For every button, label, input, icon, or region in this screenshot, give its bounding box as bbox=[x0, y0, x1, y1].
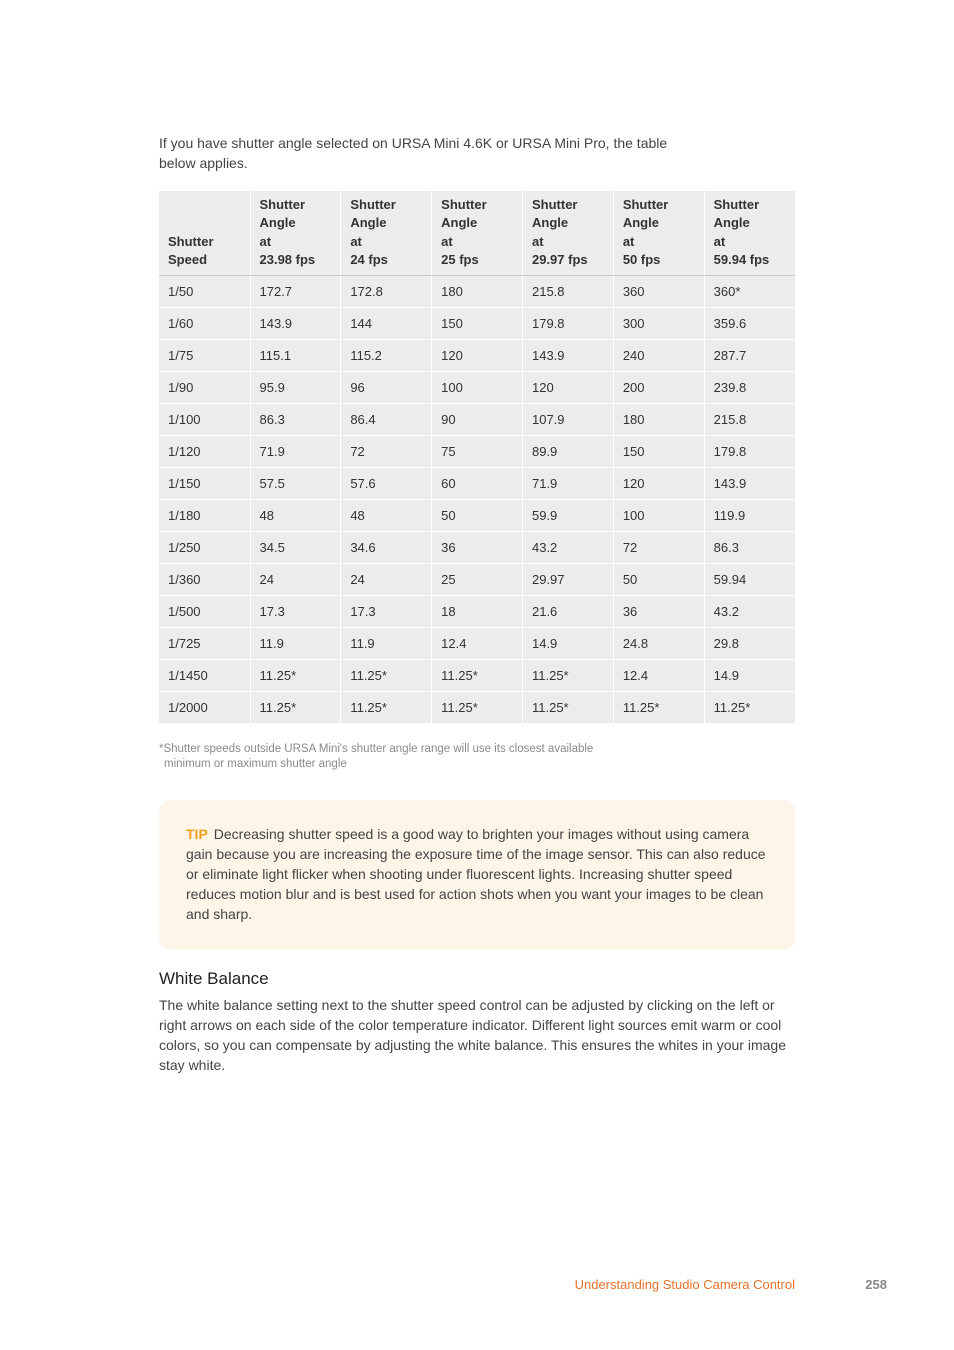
shutter-angle-table bbox=[159, 191, 795, 723]
shutter-speed-cell: 1/180 bbox=[159, 499, 250, 531]
header-line: 50 fps bbox=[622, 252, 661, 267]
shutter-angle-cell: 239.8 bbox=[704, 371, 795, 403]
page-number: 258 bbox=[865, 1277, 887, 1292]
shutter-angle-cell: 57.5 bbox=[250, 467, 341, 499]
shutter-angle-cell: 29.97 bbox=[522, 563, 613, 595]
shutter-angle-cell: 11.25* bbox=[341, 659, 432, 691]
shutter-speed-cell: 1/725 bbox=[159, 627, 250, 659]
shutter-speed-cell: 1/120 bbox=[159, 435, 250, 467]
header-line: Angle bbox=[713, 215, 750, 230]
shutter-angle-cell: 120 bbox=[613, 467, 704, 499]
shutter-angle-cell: 143.9 bbox=[522, 339, 613, 371]
shutter-angle-cell: 11.25* bbox=[432, 691, 523, 723]
shutter-angle-cell: 100 bbox=[613, 499, 704, 531]
shutter-angle-cell: 300 bbox=[613, 307, 704, 339]
footnote-line: *Shutter speeds outside URSA Mini's shutter angle range will use its closest available bbox=[159, 743, 594, 755]
header-line: at bbox=[531, 233, 544, 249]
table-row bbox=[159, 627, 795, 659]
shutter-angle-cell: 72 bbox=[613, 531, 704, 563]
table-row bbox=[159, 563, 795, 595]
shutter-angle-cell: 29.8 bbox=[704, 627, 795, 659]
header-line: Shutter bbox=[713, 196, 760, 212]
header-line: Shutter bbox=[259, 196, 305, 212]
table-row bbox=[159, 659, 795, 691]
header-line: Shutter bbox=[531, 196, 578, 212]
column-header-shutter-angle bbox=[341, 191, 432, 275]
header-line: at bbox=[713, 233, 726, 249]
shutter-speed-cell: 1/250 bbox=[159, 531, 250, 563]
shutter-angle-cell: 11.25* bbox=[250, 659, 341, 691]
shutter-angle-cell: 215.8 bbox=[522, 275, 613, 307]
shutter-angle-cell: 86.4 bbox=[341, 403, 432, 435]
shutter-angle-cell: 14.9 bbox=[704, 659, 795, 691]
column-header-shutter-angle bbox=[704, 191, 795, 275]
shutter-angle-cell: 200 bbox=[613, 371, 704, 403]
shutter-angle-cell: 86.3 bbox=[704, 531, 795, 563]
shutter-speed-cell: 1/90 bbox=[159, 371, 250, 403]
section-title: White Balance bbox=[159, 969, 269, 988]
shutter-angle-cell: 287.7 bbox=[704, 339, 795, 371]
shutter-angle-cell: 86.3 bbox=[250, 403, 341, 435]
shutter-angle-cell: 215.8 bbox=[704, 403, 795, 435]
table-row bbox=[159, 691, 795, 723]
table-footnote bbox=[159, 742, 679, 772]
tip-box bbox=[159, 800, 795, 950]
shutter-angle-cell: 12.4 bbox=[432, 627, 523, 659]
header-line: 59.94 fps bbox=[713, 252, 770, 267]
shutter-angle-cell: 34.5 bbox=[250, 531, 341, 563]
shutter-angle-cell: 43.2 bbox=[704, 595, 795, 627]
shutter-angle-cell: 24.8 bbox=[613, 627, 704, 659]
shutter-angle-cell: 36 bbox=[432, 531, 523, 563]
shutter-angle-cell: 360 bbox=[613, 275, 704, 307]
shutter-speed-cell: 1/75 bbox=[159, 339, 250, 371]
tip-label: TIP bbox=[186, 826, 208, 842]
footer-section-title: Understanding Studio Camera Control bbox=[574, 1277, 795, 1292]
shutter-angle-cell: 43.2 bbox=[522, 531, 613, 563]
shutter-speed-cell: 1/360 bbox=[159, 563, 250, 595]
shutter-speed-cell: 1/50 bbox=[159, 275, 250, 307]
intro-paragraph bbox=[159, 133, 719, 173]
shutter-angle-cell: 115.1 bbox=[250, 339, 341, 371]
shutter-angle-cell: 11.25* bbox=[522, 659, 613, 691]
column-header-shutter-angle bbox=[522, 191, 613, 275]
header-line: at bbox=[622, 233, 635, 249]
shutter-speed-cell: 1/500 bbox=[159, 595, 250, 627]
shutter-angle-cell: 18 bbox=[432, 595, 523, 627]
shutter-angle-cell: 95.9 bbox=[250, 371, 341, 403]
shutter-angle-cell: 96 bbox=[341, 371, 432, 403]
shutter-angle-cell: 34.6 bbox=[341, 531, 432, 563]
shutter-angle-cell: 57.6 bbox=[341, 467, 432, 499]
table-row bbox=[159, 371, 795, 403]
footnote-line: minimum or maximum shutter angle bbox=[164, 758, 347, 770]
shutter-angle-cell: 90 bbox=[432, 403, 523, 435]
shutter-angle-cell: 36 bbox=[613, 595, 704, 627]
table-row bbox=[159, 339, 795, 371]
shutter-speed-cell: 1/2000 bbox=[159, 691, 250, 723]
table-row bbox=[159, 275, 795, 307]
header-line: 23.98 fps bbox=[259, 252, 316, 267]
intro-line: If you have shutter angle selected on URSA Mini 4.6K or URSA Mini Pro, the table bbox=[159, 135, 668, 151]
shutter-angle-cell: 180 bbox=[613, 403, 704, 435]
shutter-angle-cell: 72 bbox=[341, 435, 432, 467]
shutter-angle-cell: 120 bbox=[432, 339, 523, 371]
shutter-angle-cell: 59.9 bbox=[522, 499, 613, 531]
shutter-angle-cell: 60 bbox=[432, 467, 523, 499]
shutter-angle-cell: 24 bbox=[341, 563, 432, 595]
shutter-angle-cell: 150 bbox=[432, 307, 523, 339]
shutter-angle-cell: 50 bbox=[613, 563, 704, 595]
shutter-speed-cell: 1/100 bbox=[159, 403, 250, 435]
shutter-angle-cell: 115.2 bbox=[341, 339, 432, 371]
shutter-angle-cell: 119.9 bbox=[704, 499, 795, 531]
shutter-angle-cell: 144 bbox=[341, 307, 432, 339]
shutter-angle-cell: 11.25* bbox=[704, 691, 795, 723]
header-line: 24 fps bbox=[350, 252, 388, 267]
header-row bbox=[159, 191, 795, 275]
shutter-angle-cell: 11.25* bbox=[341, 691, 432, 723]
table-body bbox=[159, 275, 795, 723]
table-row bbox=[159, 403, 795, 435]
shutter-angle-cell: 75 bbox=[432, 435, 523, 467]
table-row bbox=[159, 531, 795, 563]
header-line: Angle bbox=[259, 215, 296, 230]
shutter-angle-cell: 59.94 bbox=[704, 563, 795, 595]
section-body: The white balance setting next to the shutter speed control can be adjusted by clicking on the left or right arrows on each side of the color temperature indicator. Different light sources emit warm or cool colors, so you can compensate by adjusting the white balance. This ensures the whites in your image stay white. bbox=[159, 997, 786, 1073]
header-line: Shutter bbox=[622, 196, 669, 212]
shutter-angle-cell: 11.25* bbox=[613, 691, 704, 723]
column-header-shutter-angle bbox=[432, 191, 523, 275]
shutter-angle-cell: 180 bbox=[432, 275, 523, 307]
column-header-shutter-angle bbox=[613, 191, 704, 275]
shutter-angle-cell: 359.6 bbox=[704, 307, 795, 339]
header-line: Shutter bbox=[168, 233, 214, 249]
table-row bbox=[159, 307, 795, 339]
shutter-angle-cell: 172.7 bbox=[250, 275, 341, 307]
shutter-angle-cell: 48 bbox=[341, 499, 432, 531]
header-line: Angle bbox=[441, 215, 478, 230]
shutter-angle-cell: 17.3 bbox=[341, 595, 432, 627]
header-line: Angle bbox=[350, 215, 387, 230]
shutter-angle-cell: 71.9 bbox=[250, 435, 341, 467]
shutter-speed-cell: 1/1450 bbox=[159, 659, 250, 691]
shutter-angle-cell: 360* bbox=[704, 275, 795, 307]
shutter-angle-cell: 143.9 bbox=[704, 467, 795, 499]
shutter-angle-cell: 50 bbox=[432, 499, 523, 531]
tip-text: Decreasing shutter speed is a good way to brighten your images without using camera gain because you are increasing the exposure time of the image sensor. This can also reduce or eliminate light flicker when shooting under fluorescent lights. Increasing shutter speed reduces motion blur and is best used for action shots when you want your images to be clean and sharp. bbox=[186, 826, 766, 922]
shutter-angle-cell: 179.8 bbox=[704, 435, 795, 467]
shutter-angle-cell: 14.9 bbox=[522, 627, 613, 659]
shutter-angle-cell: 25 bbox=[432, 563, 523, 595]
header-line: Speed bbox=[168, 252, 208, 267]
header-line: Angle bbox=[622, 215, 659, 230]
shutter-angle-cell: 11.25* bbox=[250, 691, 341, 723]
column-header-shutter-speed bbox=[159, 191, 250, 275]
table-row bbox=[159, 435, 795, 467]
table-row bbox=[159, 467, 795, 499]
shutter-angle-cell: 172.8 bbox=[341, 275, 432, 307]
shutter-angle-cell: 11.25* bbox=[432, 659, 523, 691]
header-line: 25 fps bbox=[441, 252, 479, 267]
header-line: Shutter bbox=[350, 196, 396, 212]
header-line: at bbox=[350, 233, 362, 249]
header-line: Angle bbox=[531, 215, 569, 230]
shutter-angle-cell: 24 bbox=[250, 563, 341, 595]
shutter-angle-cell: 71.9 bbox=[522, 467, 613, 499]
intro-line: below applies. bbox=[159, 155, 248, 171]
column-header-shutter-angle bbox=[250, 191, 341, 275]
shutter-angle-cell: 100 bbox=[432, 371, 523, 403]
header-line: 29.97 fps bbox=[531, 252, 588, 267]
header-line: Shutter bbox=[441, 196, 487, 212]
shutter-angle-cell: 11.25* bbox=[522, 691, 613, 723]
shutter-angle-cell: 48 bbox=[250, 499, 341, 531]
header-line: at bbox=[259, 233, 272, 249]
header-line: at bbox=[441, 233, 453, 249]
shutter-angle-cell: 17.3 bbox=[250, 595, 341, 627]
shutter-angle-cell: 240 bbox=[613, 339, 704, 371]
shutter-angle-cell: 107.9 bbox=[522, 403, 613, 435]
table-row bbox=[159, 595, 795, 627]
shutter-angle-cell: 11.9 bbox=[250, 627, 341, 659]
table-row bbox=[159, 499, 795, 531]
shutter-speed-cell: 1/60 bbox=[159, 307, 250, 339]
shutter-angle-cell: 120 bbox=[522, 371, 613, 403]
shutter-angle-cell: 21.6 bbox=[522, 595, 613, 627]
shutter-angle-cell: 89.9 bbox=[522, 435, 613, 467]
shutter-angle-cell: 179.8 bbox=[522, 307, 613, 339]
shutter-angle-cell: 143.9 bbox=[250, 307, 341, 339]
shutter-angle-cell: 12.4 bbox=[613, 659, 704, 691]
shutter-angle-cell: 11.9 bbox=[341, 627, 432, 659]
table-header bbox=[159, 191, 795, 275]
shutter-speed-cell: 1/150 bbox=[159, 467, 250, 499]
shutter-angle-cell: 150 bbox=[613, 435, 704, 467]
